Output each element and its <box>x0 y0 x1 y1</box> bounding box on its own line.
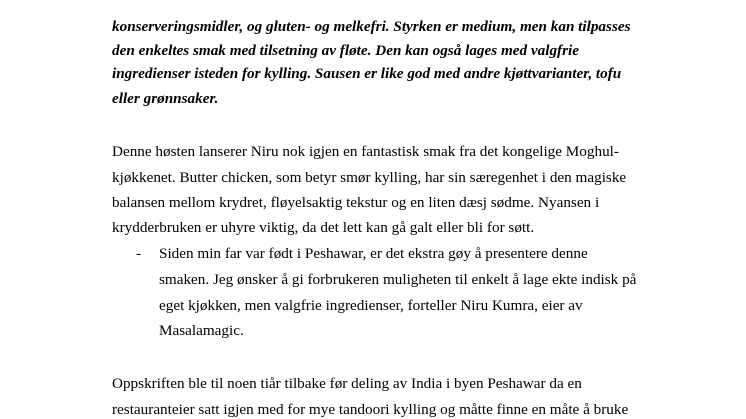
bullet-line: Masalamagic. <box>159 322 244 339</box>
closing-line: Oppskriften ble til noen tiår tilbake før deling av India i byen Peshawar da en <box>112 375 582 392</box>
body-line: balansen mellom krydret, fløyelsaktig tekstur og en liten dæsj sødme. Nyansen i <box>112 194 600 211</box>
intro-line: den enkeltes smak med tilsetning av fløte. Den kan også lages med valgfrie <box>112 42 579 59</box>
intro-line: ingredienser isteden for kylling. Sausen er like god med andre kjøttvarianter, tofu <box>112 65 622 82</box>
intro-line: konserveringsmidler, og gluten- og melkefri. Styrken er medium, men kan tilpasses <box>112 18 631 35</box>
body-line: kjøkkenet. Butter chicken, som betyr smør kylling, har sin særegenhet i den magiske <box>112 169 627 186</box>
body-line: krydderbruken er uhyre viktig, da det lett kan gå galt eller bli for søtt. <box>112 219 535 236</box>
bullet-line: eget kjøkken, men valgfrie ingredienser, forteller Niru Kumra, eier av <box>159 297 583 314</box>
bullet-line: smaken. Jeg ønsker å gi forbrukeren muligheten til enkelt å lage ekte indisk på <box>159 271 637 288</box>
intro-line: eller grønnsaker. <box>112 90 219 107</box>
bullet-line: Siden min far var født i Peshawar, er det ekstra gøy å presentere denne <box>159 245 588 262</box>
body-line: Denne høsten lanserer Niru nok igjen en fantastisk smak fra det kongelige Moghul- <box>112 143 619 160</box>
bullet-dash: - <box>136 245 142 262</box>
closing-line: restauranteier satt igjen med for mye tandoori kylling og måtte finne en måte å bruke <box>112 401 629 418</box>
